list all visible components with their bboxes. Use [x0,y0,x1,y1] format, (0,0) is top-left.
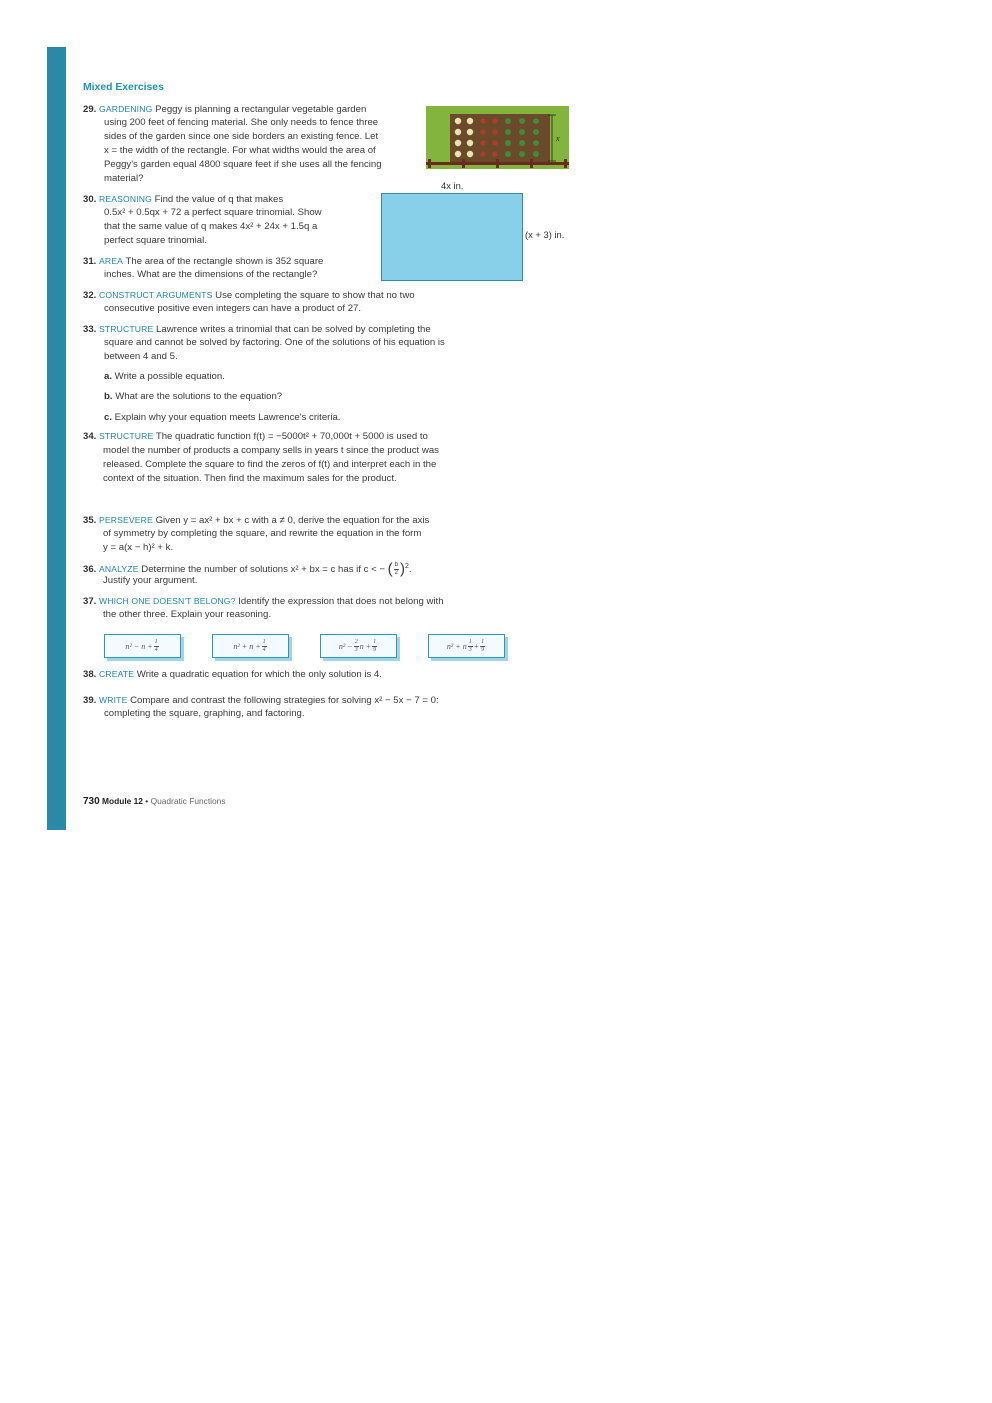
exercise-29-line: material? [104,173,144,184]
rectangle-figure [381,193,523,281]
exercise-33-line: 33. STRUCTURE Lawrence writes a trinomial that can be solved by completing the [83,324,431,335]
exercise-29-line: using 200 feet of fencing material. She only needs to fence three [104,117,379,128]
exercise-38-line: 38. CREATE Write a quadratic equation for which the only solution is 4. [83,669,382,680]
exercise-32-line: 32. CONSTRUCT ARGUMENTS Use completing the square to show that no two [83,290,415,301]
exercise-31-line: 31. AREA The area of the rectangle shown is 352 square [83,256,324,267]
exercise-34-line: model the number of products a company sells in years t since the product was [103,445,439,456]
analyze-fraction: $\frac{b}{2}$ [394,562,398,577]
exercise-34-line: 34. STRUCTURE The quadratic function f(t) = −5000t² + 70,000t + 5000 is used to [83,431,428,442]
exercise-33-part-c: c. Explain why your equation meets Lawrence's criteria. [104,412,341,423]
exercise-30-line: that the same value of q makes 4x² + 24x + 1.5q a [104,221,318,232]
module-subject: Quadratic Functions [150,796,226,806]
exercise-33-part-a: a. Write a possible equation. [104,371,225,382]
exercise-35-line: 35. PERSEVERE Given y = ax² + bx + c with a ≠ 0, derive the equation for the axis [83,515,430,526]
exercise-35-line: y = a(x − h)² + k. [103,542,174,553]
exercise-35-line: of symmetry by completing the square, and rewrite the equation in the form [103,528,422,539]
garden-width-label: x [556,134,560,143]
exercise-33-line: between 4 and 5. [104,351,178,362]
section-heading: Mixed Exercises [83,82,164,93]
exercise-29-line: sides of the garden since one side borders an existing fence. Let [104,131,379,142]
page-footer: 730 Module 12 • Quadratic Functions [83,796,226,807]
rectangle-side-dimension: (x + 3) in. [525,229,565,240]
choice-card-1: n² − n + $\frac{1}{4}$ [104,634,181,658]
exercise-33-part-b: b. What are the solutions to the equation? [104,391,283,402]
exercise-29-line: 29. GARDENING Peggy is planning a rectangular vegetable garden [83,104,367,115]
exercise-37-line: the other three. Explain your reasoning. [103,609,271,620]
exercise-39-line: completing the square, graphing, and factoring. [104,708,305,719]
page-number: 730 [83,796,100,807]
choice-card-4: n² + n $\frac{1}{3}$ + $\frac{1}{9}$ [428,634,505,658]
exercise-34-line: context of the situation. Then find the maximum sales for the product. [103,473,397,484]
exercise-33-line: square and cannot be solved by factoring. One of the solutions of his equation is [104,337,445,348]
exercise-36-line: 36. ANALYZE Determine the number of solutions x² + bx = c has if c < − ( $\frac{b}{2}$ )$^2$. [83,560,412,578]
garden-illustration [426,106,569,169]
exercise-29-line: Peggy's garden equal 4800 square feet if she uses all the fencing [104,159,382,170]
exercise-30-line: 30. REASONING Find the value of q that makes [83,194,284,205]
sidebar-color-bar [47,47,66,830]
exercise-30-line: perfect square trinomial. [104,235,207,246]
choice-card-2: n² + n + $\frac{1}{4}$ [212,634,289,658]
exercise-30-line: 0.5x² + 0.5qx + 72 a perfect square trinomial. Show [104,207,322,218]
exercise-29-line: x = the width of the rectangle. For what widths would the area of [104,145,376,156]
exercise-36-line: Justify your argument. [103,575,198,586]
exercise-32-line: consecutive positive even integers can have a product of 27. [104,303,362,314]
exercise-37-line: 37. WHICH ONE DOESN'T BELONG? Identify the expression that does not belong with [83,596,444,607]
module-name: Module 12 [102,796,143,806]
exercise-39-line: 39. WRITE Compare and contrast the following strategies for solving x² − 5x − 7 = 0: [83,695,439,706]
exercise-31-line: inches. What are the dimensions of the rectangle? [104,269,318,280]
exercise-34-line: released. Complete the square to find the zeros of f(t) and interpret each in the [103,459,437,470]
choice-card-3: n² − $\frac{2}{3}$ n + $\frac{1}{9}$ [320,634,397,658]
rectangle-top-dimension: 4x in. [441,180,464,191]
